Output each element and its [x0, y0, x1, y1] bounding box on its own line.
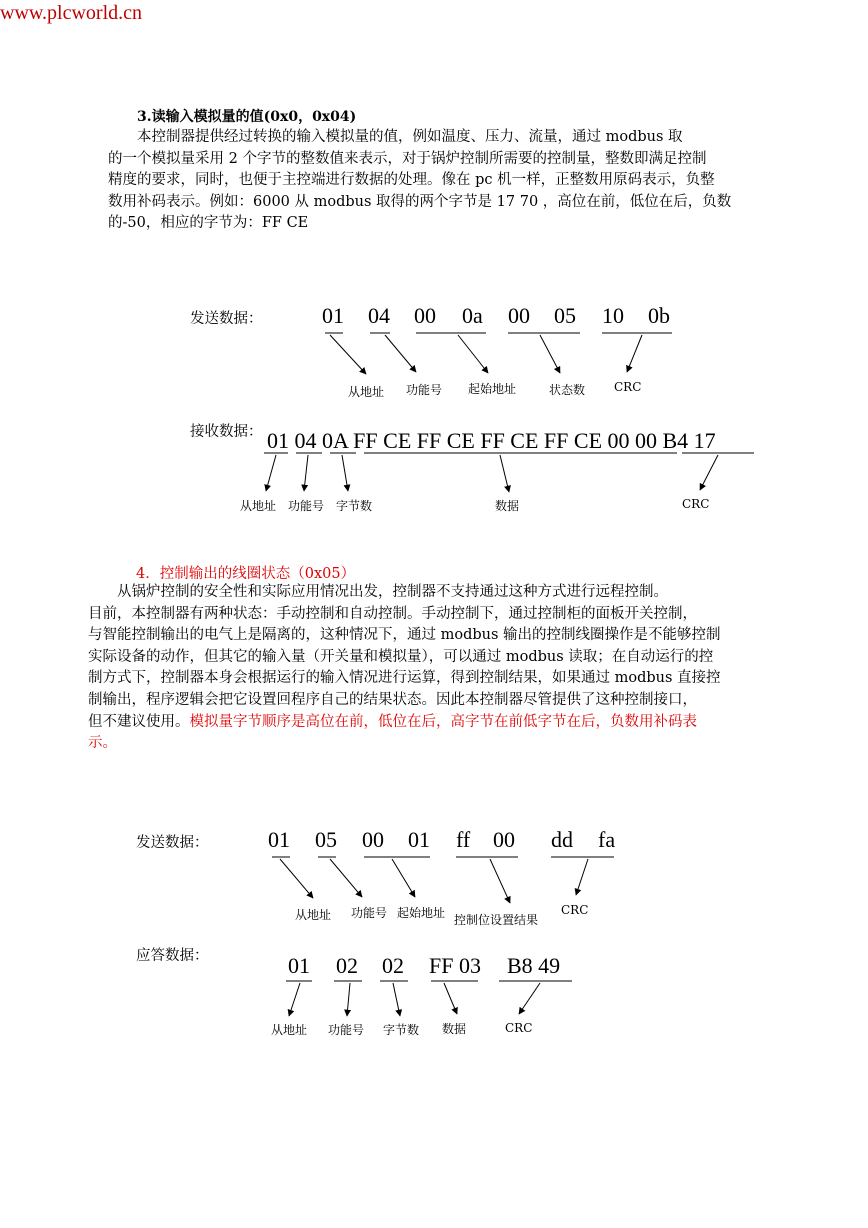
arrow	[347, 983, 350, 1016]
byte: 00	[508, 303, 530, 328]
arrow	[392, 859, 415, 897]
arrow	[304, 455, 308, 491]
arrow	[393, 983, 400, 1016]
byte: 10	[602, 303, 624, 328]
arrow	[342, 455, 348, 491]
byte: B8 49	[507, 953, 561, 978]
byte: 01	[268, 827, 290, 852]
byte: dd	[551, 827, 573, 852]
byte: 01	[288, 953, 310, 978]
annotation-label: 数据	[495, 499, 520, 513]
arrow	[540, 335, 560, 373]
section3-title: 3.读输入模拟量的值(0x0，0x04)	[137, 109, 357, 125]
byte: 01	[322, 303, 344, 328]
paragraph-line: 数用补码表示。例如：6000 从 modbus 取得的两个字节是 17 70 ，高位在前，低位在后，负数	[108, 193, 732, 210]
annotation-label: CRC	[561, 903, 589, 917]
annotation-label: 字节数	[336, 499, 373, 513]
paragraph-line: 目前，本控制器有两种状态：手动控制和自动控制。手动控制下，通过控制柜的面板开关控制，	[88, 605, 697, 622]
byte: 02	[336, 953, 358, 978]
byte: fa	[598, 827, 616, 852]
byte: 01	[408, 827, 430, 852]
text-red-highlight: 模拟量字节顺序是高位在前，低位在后，高字节在前低字节在后，负数用补码表	[189, 713, 697, 730]
byte: 05	[554, 303, 576, 328]
byte: 05	[315, 827, 337, 852]
arrow	[490, 859, 510, 903]
send-label: 发送数据：	[136, 835, 209, 851]
paragraph-line: 从锅炉控制的安全性和实际应用情况出发，控制器不支持通过这种方式进行远程控制。	[88, 584, 668, 600]
arrow	[280, 859, 313, 898]
annotation-label: 字节数	[383, 1023, 420, 1037]
annotation-label: 控制位设置结果	[454, 913, 539, 927]
annotation-label: CRC	[614, 380, 642, 394]
paragraph-line: 本控制器提供经过转换的输入模拟量的值，例如温度、压力、流量，通过 modbus 取	[108, 129, 683, 145]
annotation-label: 功能号	[288, 499, 325, 513]
section4-title: 4．控制输出的线圈状态（0x05）	[136, 566, 356, 582]
paragraph-line: 的一个模拟量采用 2 个字节的整数值来表示，对于锅炉控制所需要的控制量，整数即满足控制	[108, 150, 707, 167]
receive-data: 01 04 0A FF CE FF CE FF CE FF CE 00 00 B4 17	[267, 428, 716, 453]
arrow	[627, 335, 642, 372]
annotation-label: 起始地址	[468, 382, 517, 396]
header-url[interactable]: www.plcworld.cn	[0, 2, 143, 24]
byte: 00	[362, 827, 384, 852]
annotation-label: CRC	[505, 1021, 533, 1035]
arrow	[385, 335, 416, 372]
arrow	[330, 335, 366, 374]
byte: 0a	[462, 303, 483, 328]
annotation-label: CRC	[682, 497, 710, 511]
byte: 0b	[648, 303, 670, 328]
paragraph-line: 的-50，相应的字节为：FF CE	[108, 215, 309, 232]
arrow	[500, 455, 509, 492]
annotation-label: 数据	[442, 1022, 467, 1036]
byte: 00	[414, 303, 436, 328]
byte: FF 03	[429, 953, 481, 978]
annotation-label: 起始地址	[397, 906, 446, 920]
paragraph-line: 示。	[88, 735, 117, 752]
annotation-label: 功能号	[406, 383, 443, 397]
paragraph-line: 制方式下，控制器本身会根据运行的输入情况进行运算，得到控制结果，如果通过 modbus 直接控	[88, 670, 721, 687]
byte: 00	[493, 827, 515, 852]
arrow	[519, 983, 540, 1014]
response-label: 应答数据：	[136, 948, 209, 964]
byte: 04	[368, 303, 390, 328]
arrow	[330, 859, 362, 897]
annotation-label: 功能号	[328, 1023, 365, 1037]
receive-label: 接收数据：	[190, 424, 263, 440]
paragraph-line: 制输出，程序逻辑会把它设置回程序自己的结果状态。因此本控制器尽管提供了这种控制接口，	[88, 691, 697, 708]
annotation-label: 从地址	[295, 908, 332, 922]
annotation-label: 从地址	[240, 499, 277, 513]
byte: 02	[382, 953, 404, 978]
arrow	[700, 455, 718, 490]
text-black: 但不建议使用。	[88, 713, 190, 730]
byte: ff	[456, 827, 471, 852]
send-label: 发送数据：	[190, 311, 263, 327]
annotation-label: 状态数	[549, 383, 586, 397]
arrow	[266, 455, 276, 491]
arrow	[576, 859, 588, 895]
arrow	[289, 983, 300, 1016]
paragraph-line: 实际设备的动作，但其它的输入量（开关量和模拟量），可以通过 modbus 读取；在自动运行的控	[88, 648, 714, 665]
paragraph-line: 精度的要求，同时，也便于主控端进行数据的处理。像在 pc 机一样，正整数用原码表示，负整	[108, 172, 715, 189]
arrow	[458, 335, 488, 373]
annotation-label: 功能号	[351, 906, 388, 920]
paragraph-line: 与智能控制输出的电气上是隔离的，这种情况下，通过 modbus 输出的控制线圈操作是不能够控制	[88, 627, 721, 644]
annotation-label: 从地址	[348, 385, 385, 399]
annotation-label: 从地址	[271, 1023, 308, 1037]
arrow	[444, 983, 457, 1014]
